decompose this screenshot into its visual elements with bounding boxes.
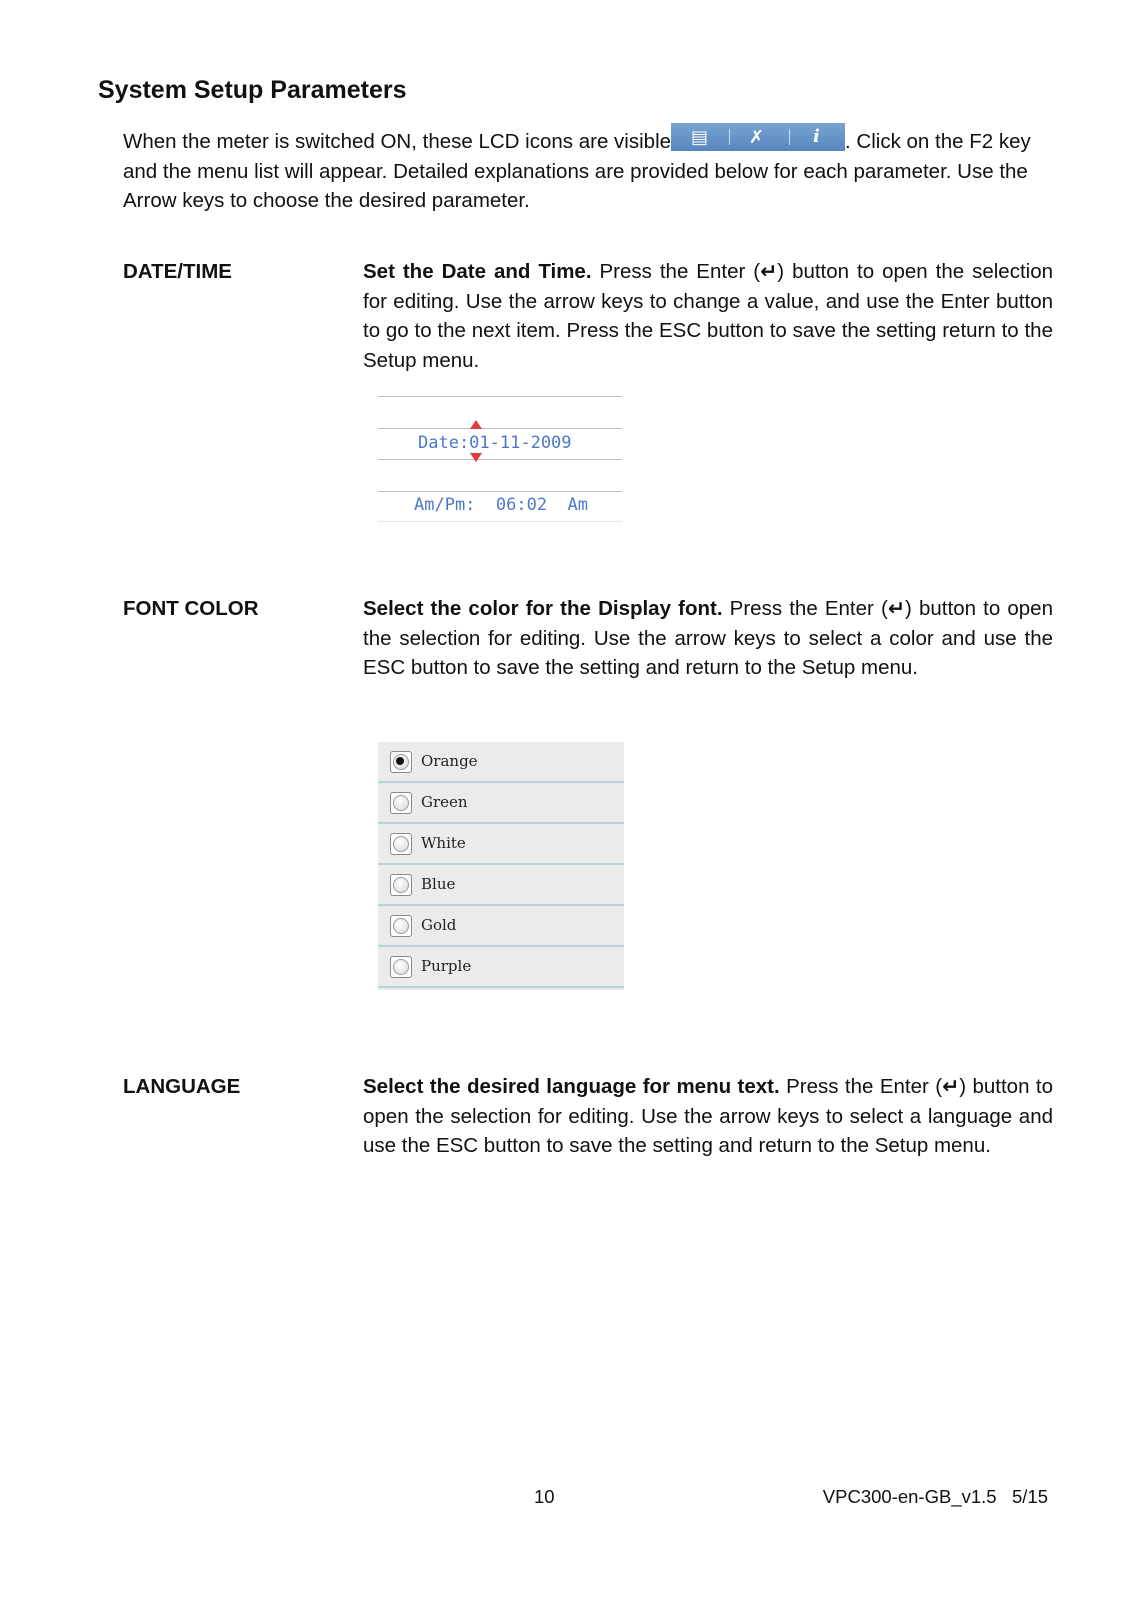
desc-fontcolor: [363, 594, 1053, 683]
radio-icon[interactable]: [390, 833, 412, 855]
page-number: 10: [534, 1486, 555, 1507]
desc-datetime: [363, 257, 1053, 375]
color-option-purple[interactable]: [378, 947, 624, 988]
desc-text: ) button to open the selection for editing. Use the arrow keys to change a value, and use the Enter button to go to the next item. Press the ESC button to save the setting return to the Setup menu.: [363, 260, 1053, 372]
panel-divider: [378, 396, 622, 397]
lcd-icon-strip: [671, 123, 845, 151]
arrow-up-icon: [470, 420, 482, 429]
intro-text-before: When the meter is switched ON, these LCD icons are visible: [123, 130, 672, 153]
color-option-label: Orange: [421, 752, 478, 770]
enter-key-icon: ↵: [942, 1075, 960, 1098]
enter-key-icon: ↵: [887, 597, 906, 620]
panel-divider: [378, 521, 622, 522]
document-id: VPC300-en-GB_v1.5 5/15: [822, 1486, 1048, 1507]
tools-icon: ✗: [749, 127, 765, 147]
radio-icon[interactable]: [390, 874, 412, 896]
panel-divider: [378, 428, 622, 429]
panel-divider: [378, 491, 622, 492]
radio-icon[interactable]: [390, 915, 412, 937]
enter-key-icon: ↵: [760, 260, 778, 283]
term-language: LANGUAGE: [123, 1075, 241, 1098]
color-option-label: Blue: [421, 875, 456, 893]
radio-icon[interactable]: [390, 792, 412, 814]
desc-datetime-lead: Set the Date and Time.: [363, 260, 592, 283]
color-option-label: Purple: [421, 957, 472, 975]
info-icon: i: [813, 126, 820, 147]
color-option-white[interactable]: [378, 824, 624, 865]
desc-fontcolor-lead: Select the color for the Display font.: [363, 597, 723, 620]
color-option-orange[interactable]: [378, 742, 624, 783]
intro-text-after: . Click on the F2 key and the menu list will appear. Detailed explanations are provided below for each parameter. Use the Arrow keys to choose the desired parameter.: [123, 130, 1031, 212]
font-color-list: [378, 742, 624, 990]
radio-selected-icon[interactable]: [390, 751, 412, 773]
color-option-blue[interactable]: [378, 865, 624, 906]
page-title: System Setup Parameters: [98, 76, 407, 104]
color-option-label: White: [421, 834, 466, 852]
desc-text: Press the Enter (: [779, 1075, 943, 1098]
color-option-gold[interactable]: [378, 906, 624, 947]
document-icon: ▤: [691, 127, 709, 147]
desc-text: Press the Enter (: [722, 597, 888, 620]
term-datetime: DATE/TIME: [123, 260, 232, 283]
desc-text: Press the Enter (: [591, 260, 761, 283]
ampm-field: Am/Pm: 06:02 Am: [414, 495, 588, 515]
color-option-label: Gold: [421, 916, 457, 934]
desc-text: ) button to open the selection for editing. Use the arrow keys to select a language and use the ESC button to save the setting and return to the Setup menu.: [363, 1075, 1053, 1157]
term-fontcolor: FONT COLOR: [123, 597, 259, 620]
radio-icon[interactable]: [390, 956, 412, 978]
color-option-green[interactable]: [378, 783, 624, 824]
panel-divider: [378, 459, 622, 460]
intro-paragraph: [123, 123, 1043, 216]
date-field: Date:01-11-2009: [418, 433, 572, 453]
datetime-panel: [378, 396, 622, 522]
desc-language: [363, 1072, 1053, 1161]
arrow-down-icon: [470, 453, 482, 462]
desc-text: ) button to open the selection for editing. Use the arrow keys to select a color and use the ESC button to save the setting and return to the Setup menu.: [363, 597, 1053, 679]
icon-separator: [729, 129, 730, 145]
color-option-label: Green: [421, 793, 468, 811]
icon-separator: [789, 129, 790, 145]
desc-language-lead: Select the desired language for menu text.: [363, 1075, 780, 1098]
